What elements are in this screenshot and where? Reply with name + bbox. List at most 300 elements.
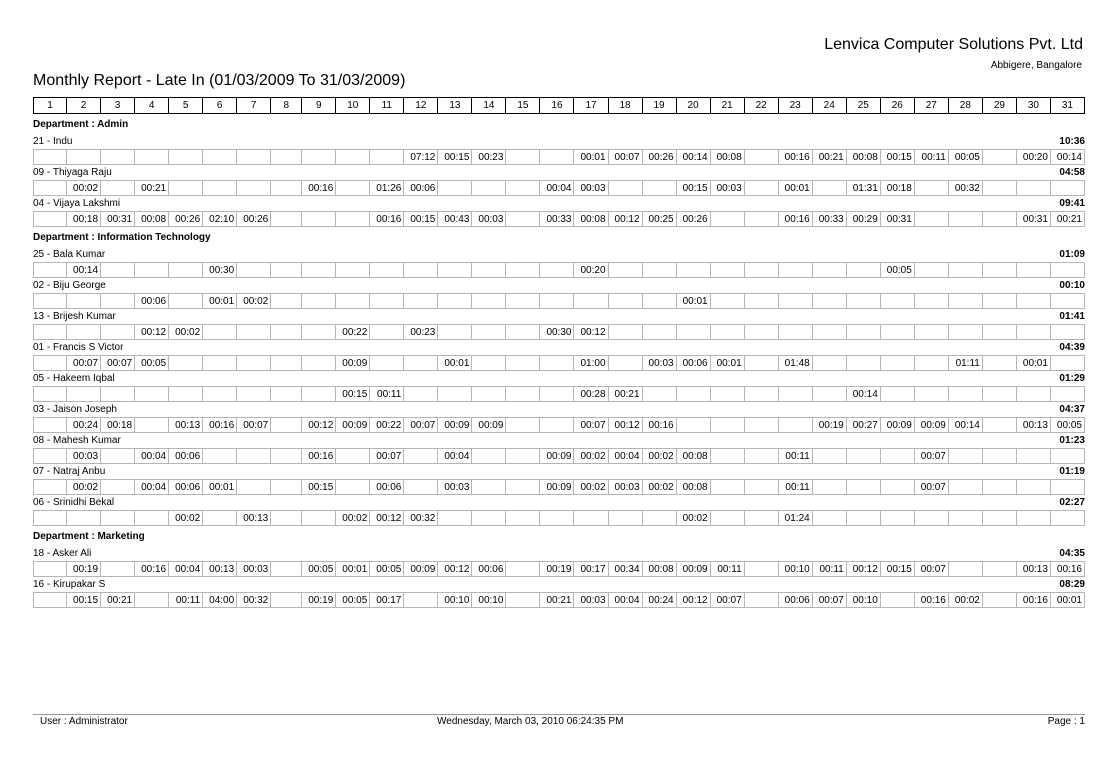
late-in-cell: [643, 324, 677, 340]
late-in-cell: 00:31: [1017, 211, 1051, 227]
late-in-cell: [574, 510, 608, 526]
late-in-cell: 00:25: [643, 211, 677, 227]
day-header-cell: 2: [67, 97, 101, 114]
late-in-cell: 00:09: [336, 355, 370, 371]
late-in-cell: [271, 561, 302, 577]
late-in-values-row: [33, 355, 1085, 371]
late-in-cell: [302, 149, 336, 165]
late-in-cell: [101, 561, 135, 577]
day-header-cell: 4: [135, 97, 169, 114]
late-in-cell: [101, 510, 135, 526]
late-in-cell: [983, 386, 1017, 402]
late-in-cell: 00:43: [438, 211, 472, 227]
late-in-cell: 00:12: [438, 561, 472, 577]
late-in-cell: [643, 293, 677, 309]
late-in-cell: 00:15: [677, 180, 711, 196]
late-in-cell: [271, 262, 302, 278]
late-in-cell: 00:26: [643, 149, 677, 165]
late-in-cell: [67, 386, 101, 402]
late-in-cell: 00:02: [169, 510, 203, 526]
late-in-cell: [881, 293, 915, 309]
late-in-cell: [506, 561, 540, 577]
late-in-cell: [983, 417, 1017, 433]
late-in-cell: [237, 262, 271, 278]
late-in-cell: [711, 448, 745, 464]
late-in-cell: [438, 386, 472, 402]
late-in-cell: 00:14: [949, 417, 983, 433]
late-in-cell: 00:12: [574, 324, 608, 340]
late-in-cell: 00:15: [336, 386, 370, 402]
late-in-cell: 00:19: [540, 561, 574, 577]
late-in-cell: [949, 561, 983, 577]
late-in-cell: [336, 211, 370, 227]
employee-total: 00:10: [1059, 280, 1085, 291]
day-header-cell: 30: [1017, 97, 1051, 114]
late-in-cell: [271, 592, 302, 608]
late-in-cell: [336, 479, 370, 495]
late-in-cell: [33, 417, 67, 433]
employee-row: [33, 278, 1085, 293]
late-in-cell: [711, 293, 745, 309]
late-in-cell: 00:32: [404, 510, 438, 526]
late-in-cell: 00:12: [677, 592, 711, 608]
late-in-cell: [643, 180, 677, 196]
late-in-cell: 00:19: [302, 592, 336, 608]
late-in-cell: [711, 510, 745, 526]
late-in-cell: [271, 510, 302, 526]
late-in-cell: [472, 479, 506, 495]
late-in-cell: 00:04: [609, 448, 643, 464]
day-header-cell: 22: [745, 97, 779, 114]
late-in-cell: [983, 479, 1017, 495]
late-in-cell: [336, 180, 370, 196]
employee-total: 04:58: [1059, 167, 1085, 178]
late-in-cell: 00:05: [949, 149, 983, 165]
late-in-cell: 00:17: [370, 592, 404, 608]
late-in-cell: [915, 355, 949, 371]
late-in-cell: [506, 355, 540, 371]
late-in-cell: 00:21: [1051, 211, 1085, 227]
day-header-row: [33, 97, 1085, 114]
late-in-cell: [1017, 448, 1051, 464]
late-in-cell: [983, 448, 1017, 464]
late-in-cell: [101, 386, 135, 402]
late-in-cell: 00:11: [779, 479, 813, 495]
late-in-cell: 00:13: [237, 510, 271, 526]
late-in-cell: 01:00: [574, 355, 608, 371]
late-in-cell: 00:02: [677, 510, 711, 526]
late-in-cell: [949, 324, 983, 340]
late-in-cell: 00:12: [135, 324, 169, 340]
employee-total: 01:41: [1059, 311, 1085, 322]
late-in-cell: [711, 262, 745, 278]
late-in-cell: [203, 180, 237, 196]
late-in-cell: [745, 211, 779, 227]
late-in-cell: [135, 510, 169, 526]
late-in-cell: [881, 592, 915, 608]
late-in-cell: 00:07: [237, 417, 271, 433]
late-in-cell: 00:02: [574, 479, 608, 495]
late-in-cell: [101, 262, 135, 278]
late-in-cell: [33, 479, 67, 495]
late-in-cell: [677, 262, 711, 278]
late-in-cell: [169, 386, 203, 402]
employee-name: 05 - Hakeem Iqbal: [33, 373, 115, 384]
late-in-cell: 00:08: [677, 448, 711, 464]
late-in-cell: [271, 355, 302, 371]
late-in-cell: [404, 293, 438, 309]
late-in-cell: 00:16: [643, 417, 677, 433]
late-in-cell: 00:31: [101, 211, 135, 227]
late-in-cell: [915, 510, 949, 526]
late-in-cell: 00:06: [169, 479, 203, 495]
late-in-cell: [847, 479, 881, 495]
late-in-cell: 00:03: [438, 479, 472, 495]
late-in-cell: 00:02: [67, 180, 101, 196]
employee-name: 01 - Francis S Victor: [33, 342, 124, 353]
late-in-values-row: [33, 561, 1085, 577]
day-header-cell: 20: [677, 97, 711, 114]
late-in-cell: 00:02: [574, 448, 608, 464]
late-in-cell: [67, 149, 101, 165]
late-in-cell: 00:06: [370, 479, 404, 495]
late-in-cell: 00:32: [949, 180, 983, 196]
day-header-cell: 26: [881, 97, 915, 114]
late-in-cell: 00:02: [643, 479, 677, 495]
late-in-cell: [33, 592, 67, 608]
late-in-cell: [915, 180, 949, 196]
employee-name: 21 - Indu: [33, 136, 73, 147]
late-in-cell: [271, 386, 302, 402]
late-in-cell: 00:06: [779, 592, 813, 608]
late-in-cell: 00:30: [203, 262, 237, 278]
late-in-cell: [336, 149, 370, 165]
late-in-cell: 00:23: [404, 324, 438, 340]
department-heading: Department : Marketing: [33, 531, 145, 542]
footer-user: User : Administrator: [40, 716, 128, 727]
employee-row: [33, 340, 1085, 355]
day-header-cell: 23: [779, 97, 813, 114]
late-in-cell: 00:04: [135, 448, 169, 464]
employee-name: 03 - Jaison Joseph: [33, 404, 117, 415]
late-in-cell: 00:15: [881, 561, 915, 577]
late-in-cell: 00:18: [67, 211, 101, 227]
late-in-cell: [271, 293, 302, 309]
late-in-cell: [609, 262, 643, 278]
late-in-cell: 00:10: [779, 561, 813, 577]
employee-total: 04:37: [1059, 404, 1085, 415]
footer-print-date: Wednesday, March 03, 2010 06:24:35 PM: [437, 716, 624, 727]
late-in-cell: 00:02: [643, 448, 677, 464]
employee-name: 16 - Kirupakar S: [33, 579, 106, 590]
late-in-cell: 00:13: [1017, 561, 1051, 577]
late-in-cell: [1017, 510, 1051, 526]
late-in-cell: 00:03: [643, 355, 677, 371]
late-in-cell: 00:09: [438, 417, 472, 433]
late-in-cell: [237, 386, 271, 402]
day-header-cell: 6: [203, 97, 237, 114]
late-in-cell: [949, 479, 983, 495]
late-in-cell: [847, 324, 881, 340]
late-in-cell: [203, 386, 237, 402]
late-in-cell: [1017, 262, 1051, 278]
late-in-cell: [949, 386, 983, 402]
late-in-cell: 00:08: [847, 149, 881, 165]
late-in-cell: 00:24: [643, 592, 677, 608]
late-in-cell: 00:09: [472, 417, 506, 433]
employee-row: [33, 134, 1085, 149]
late-in-cell: [813, 324, 847, 340]
late-in-cell: 00:03: [472, 211, 506, 227]
employee-total: 02:27: [1059, 497, 1085, 508]
late-in-cell: 00:21: [101, 592, 135, 608]
late-in-cell: [813, 180, 847, 196]
late-in-cell: 00:03: [574, 180, 608, 196]
day-header-cell: 12: [404, 97, 438, 114]
late-in-cell: 00:02: [169, 324, 203, 340]
day-header-cell: 7: [237, 97, 271, 114]
late-in-cell: [101, 479, 135, 495]
late-in-cell: [472, 293, 506, 309]
late-in-cell: [135, 149, 169, 165]
late-in-cell: 00:09: [540, 479, 574, 495]
late-in-cell: [33, 510, 67, 526]
late-in-cell: [302, 324, 336, 340]
late-in-cell: [169, 355, 203, 371]
late-in-cell: 00:11: [169, 592, 203, 608]
late-in-cell: [609, 293, 643, 309]
late-in-cell: [506, 324, 540, 340]
late-in-cell: [370, 262, 404, 278]
report-title: Monthly Report - Late In (01/03/2009 To 31/03/2009): [33, 72, 406, 89]
late-in-cell: 00:08: [677, 479, 711, 495]
company-location: Abbigere, Bangalore: [990, 60, 1082, 71]
late-in-cell: 00:07: [915, 479, 949, 495]
late-in-cell: 00:27: [847, 417, 881, 433]
late-in-cell: 00:18: [101, 417, 135, 433]
late-in-cell: 00:02: [67, 479, 101, 495]
employee-row: [33, 196, 1085, 211]
late-in-cell: 00:16: [302, 448, 336, 464]
late-in-cell: [881, 448, 915, 464]
day-header-cell: 5: [169, 97, 203, 114]
late-in-cell: 00:07: [813, 592, 847, 608]
employee-name: 02 - Biju George: [33, 280, 106, 291]
late-in-cell: [135, 386, 169, 402]
late-in-cell: [881, 355, 915, 371]
late-in-cell: [983, 262, 1017, 278]
late-in-cell: [506, 149, 540, 165]
employee-total: 01:23: [1059, 435, 1085, 446]
late-in-cell: 00:09: [540, 448, 574, 464]
late-in-cell: [438, 293, 472, 309]
late-in-cell: [949, 510, 983, 526]
late-in-cell: [915, 324, 949, 340]
employee-row: [33, 402, 1085, 417]
late-in-cell: [949, 211, 983, 227]
late-in-cell: 00:05: [1051, 417, 1085, 433]
late-in-cell: [540, 293, 574, 309]
day-header-cell: 25: [847, 97, 881, 114]
late-in-cell: [271, 417, 302, 433]
late-in-cell: 00:03: [67, 448, 101, 464]
late-in-cell: 00:16: [370, 211, 404, 227]
late-in-cell: [847, 510, 881, 526]
late-in-cell: 00:14: [677, 149, 711, 165]
late-in-cell: [711, 211, 745, 227]
late-in-cell: [237, 355, 271, 371]
late-in-cell: [404, 592, 438, 608]
late-in-cell: 00:01: [1051, 592, 1085, 608]
late-in-cell: [169, 180, 203, 196]
late-in-cell: [472, 262, 506, 278]
late-in-cell: [271, 479, 302, 495]
late-in-cell: [779, 262, 813, 278]
employee-row: [33, 577, 1085, 592]
late-in-cell: [101, 324, 135, 340]
day-header-cell: 28: [949, 97, 983, 114]
late-in-cell: [881, 324, 915, 340]
day-header-cell: 16: [540, 97, 574, 114]
late-in-cell: [540, 262, 574, 278]
late-in-cell: 00:05: [881, 262, 915, 278]
late-in-cell: 00:19: [813, 417, 847, 433]
late-in-cell: [983, 149, 1017, 165]
late-in-cell: [237, 324, 271, 340]
late-in-cell: 00:01: [203, 293, 237, 309]
late-in-cell: [101, 448, 135, 464]
late-in-cell: 00:16: [779, 211, 813, 227]
late-in-cell: 00:02: [336, 510, 370, 526]
late-in-cell: [506, 386, 540, 402]
late-in-cell: [983, 355, 1017, 371]
late-in-cell: 00:07: [67, 355, 101, 371]
late-in-cell: [472, 324, 506, 340]
late-in-cell: [203, 324, 237, 340]
late-in-cell: [881, 510, 915, 526]
day-header-cell: 15: [506, 97, 540, 114]
late-in-cell: 00:04: [169, 561, 203, 577]
late-in-cell: 00:08: [135, 211, 169, 227]
late-in-cell: [745, 592, 779, 608]
late-in-cell: [33, 262, 67, 278]
late-in-cell: [438, 262, 472, 278]
late-in-cell: 00:08: [711, 149, 745, 165]
late-in-cell: 00:11: [813, 561, 847, 577]
late-in-cell: [506, 293, 540, 309]
late-in-cell: 00:22: [370, 417, 404, 433]
late-in-cell: [1051, 355, 1085, 371]
employee-name: 25 - Bala Kumar: [33, 249, 106, 260]
late-in-cell: [237, 180, 271, 196]
late-in-cell: [404, 262, 438, 278]
late-in-cell: 00:33: [540, 211, 574, 227]
late-in-cell: [847, 262, 881, 278]
late-in-cell: 00:10: [847, 592, 881, 608]
late-in-cell: 00:05: [135, 355, 169, 371]
late-in-cell: [33, 293, 67, 309]
late-in-cell: 00:04: [609, 592, 643, 608]
employee-total: 10:36: [1059, 136, 1085, 147]
day-header-cell: 19: [643, 97, 677, 114]
late-in-cell: [101, 293, 135, 309]
day-header-cell: 3: [101, 97, 135, 114]
late-in-cell: 00:10: [438, 592, 472, 608]
late-in-cell: [33, 180, 67, 196]
late-in-cell: 00:01: [574, 149, 608, 165]
late-in-cell: [302, 211, 336, 227]
late-in-cell: [745, 355, 779, 371]
day-header-cell: 13: [438, 97, 472, 114]
late-in-cell: 00:20: [574, 262, 608, 278]
late-in-cell: [847, 293, 881, 309]
late-in-cell: 00:15: [438, 149, 472, 165]
late-in-cell: [745, 479, 779, 495]
late-in-values-row: [33, 448, 1085, 464]
late-in-cell: [983, 324, 1017, 340]
late-in-cell: 00:01: [438, 355, 472, 371]
late-in-cell: 00:24: [67, 417, 101, 433]
late-in-cell: 00:16: [1051, 561, 1085, 577]
late-in-cell: 00:06: [404, 180, 438, 196]
late-in-cell: [33, 324, 67, 340]
late-in-values-row: [33, 386, 1085, 402]
late-in-cell: 01:31: [847, 180, 881, 196]
day-header-cell: 9: [302, 97, 336, 114]
late-in-cell: [813, 262, 847, 278]
late-in-cell: [33, 561, 67, 577]
late-in-cell: [506, 510, 540, 526]
late-in-values-row: [33, 592, 1085, 608]
company-name: Lenvica Computer Solutions Pvt. Ltd: [824, 36, 1083, 53]
late-in-cell: 00:12: [370, 510, 404, 526]
late-in-cell: 00:01: [677, 293, 711, 309]
late-in-cell: [745, 149, 779, 165]
late-in-cell: 00:17: [574, 561, 608, 577]
late-in-cell: [1051, 510, 1085, 526]
employee-row: [33, 371, 1085, 386]
late-in-cell: [33, 211, 67, 227]
late-in-cell: [271, 448, 302, 464]
employee-row: [33, 247, 1085, 262]
day-header-cell: 8: [271, 97, 302, 114]
late-in-cell: 00:30: [540, 324, 574, 340]
late-in-cell: 01:48: [779, 355, 813, 371]
late-in-cell: 01:24: [779, 510, 813, 526]
late-in-cell: [506, 262, 540, 278]
late-in-cell: [983, 561, 1017, 577]
late-in-cell: [1051, 386, 1085, 402]
late-in-cell: 00:12: [609, 417, 643, 433]
late-in-cell: [271, 149, 302, 165]
employee-row: [33, 165, 1085, 180]
late-in-cell: 00:14: [67, 262, 101, 278]
late-in-cell: 00:13: [203, 561, 237, 577]
late-in-cell: [915, 386, 949, 402]
late-in-cell: [472, 386, 506, 402]
late-in-cell: [33, 355, 67, 371]
employee-total: 04:35: [1059, 548, 1085, 559]
late-in-cell: 00:29: [847, 211, 881, 227]
late-in-cell: [472, 355, 506, 371]
day-header-cell: 24: [813, 97, 847, 114]
late-in-cell: 00:02: [949, 592, 983, 608]
late-in-values-row: [33, 510, 1085, 526]
late-in-cell: 00:05: [302, 561, 336, 577]
late-in-cell: [609, 180, 643, 196]
late-in-cell: 00:21: [813, 149, 847, 165]
late-in-cell: [779, 324, 813, 340]
